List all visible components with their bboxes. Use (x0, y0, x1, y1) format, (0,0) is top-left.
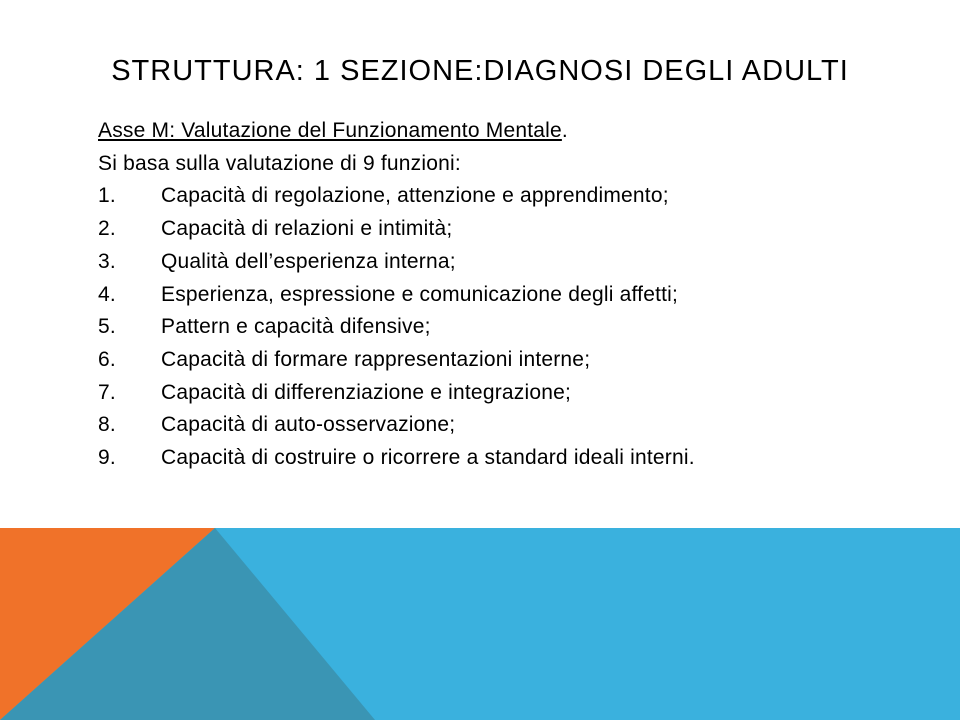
list-item-6 (98, 344, 898, 377)
list-item-9 (98, 442, 898, 475)
list-item-text: Pattern e capacità difensive; (161, 315, 431, 339)
slide-body (98, 115, 898, 475)
decorative-footer-shapes (0, 528, 960, 720)
list-item-text: Capacità di costruire o ricorrere a standard ideali interni. (161, 446, 695, 470)
list-item-text: Esperienza, espressione e comunicazione degli affetti; (161, 282, 679, 306)
list-item-number: 3. (98, 249, 116, 273)
list-item-text: Capacità di differenziazione e integrazione; (161, 380, 572, 404)
list-item-text: Qualità dell’esperienza interna; (161, 249, 456, 273)
list-item-number: 2. (98, 217, 116, 241)
list-item-7 (98, 377, 898, 410)
axis-heading (98, 115, 898, 148)
list-item-number: 8. (98, 413, 116, 437)
list-item-4 (98, 279, 898, 312)
list-item-5 (98, 311, 898, 344)
list-item-number: 9. (98, 446, 116, 470)
slide-title: STRUTTURA: 1 SEZIONE:DIAGNOSI DEGLI ADULTI (111, 55, 849, 87)
list-item-number: 5. (98, 315, 116, 339)
list-item-2 (98, 213, 898, 246)
list-item-8 (98, 409, 898, 442)
list-item-1 (98, 180, 898, 213)
list-item-number: 6. (98, 347, 116, 371)
list-item-text: Capacità di regolazione, attenzione e apprendimento; (161, 184, 669, 208)
intro-text: Si basa sulla valutazione di 9 funzioni: (98, 151, 461, 175)
list-item-text: Capacità di relazioni e intimità; (161, 217, 453, 241)
list-item-3 (98, 246, 898, 279)
list-item-number: 1. (98, 184, 116, 208)
axis-heading-underlined: Asse M: Valutazione del Funzionamento Mentale (98, 119, 562, 142)
list-item-number: 4. (98, 282, 116, 306)
list-item-text: Capacità di formare rappresentazioni interne; (161, 347, 591, 371)
list-item-text: Capacità di auto-osservazione; (161, 413, 456, 437)
axis-heading-suffix: . (561, 119, 568, 142)
list-item-number: 7. (98, 380, 116, 404)
